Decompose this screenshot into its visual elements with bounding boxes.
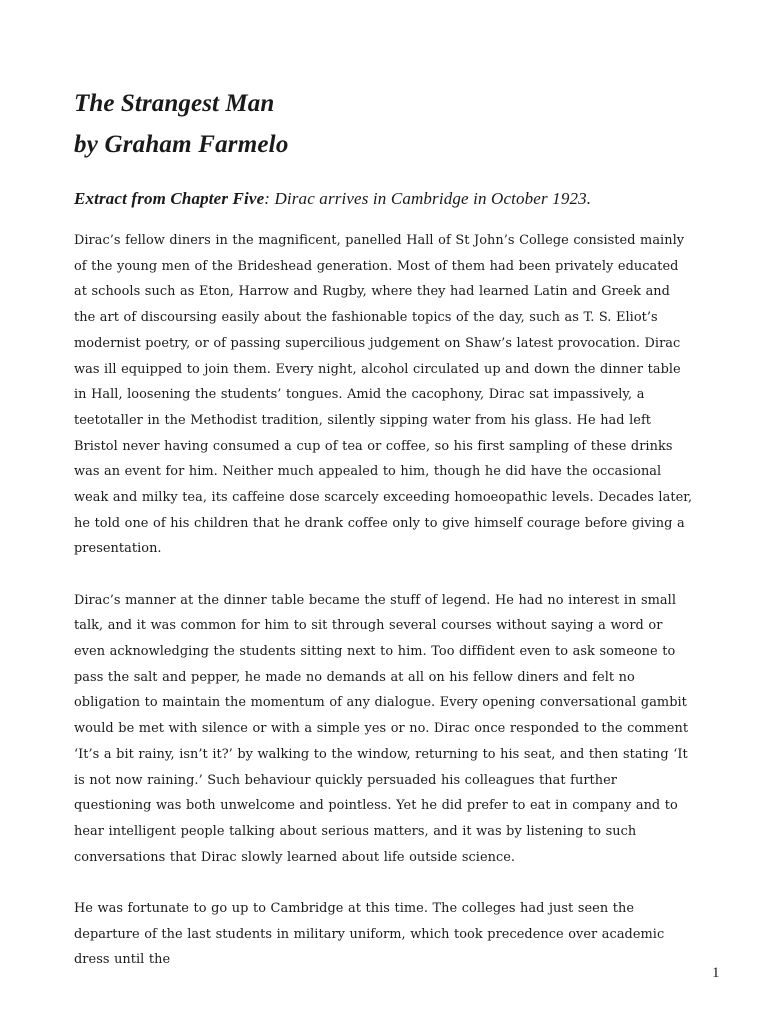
document-page [74,88,694,973]
body-paragraph-2: Dirac’s manner at the dinner table became the stuff of legend. He had no interest in small talk, and it was common for him to sit through several courses without saying a word or even acknowledging the students sitting next to him. Too diffident even to ask someone to pass the salt and pepper, he made no demands at all on his fellow diners and felt no obligation to maintain the momentum of any dialogue. Every opening conversational gambit would be met with silence or with a simple yes or no. Dirac once responded to the comment ‘It’s a bit rainy, isn’t it?’ by walking to the window, returning to his seat, and then stating ‘It is not now raining.’ Such behaviour quickly persuaded his colleagues that further questioning was both unwelcome and pointless. Yet he did prefer to eat in company and to hear intelligent people talking about serious matters, and it was by listening to such conversations that Dirac slowly learned about life outside science. [74,592,689,865]
extract-description: : Dirac arrives in Cambridge in October 1923. [264,189,592,208]
body-paragraph-1: Dirac’s fellow diners in the magnificent, panelled Hall of St John’s College consisted mainly of the young men of the Brideshead generation. Most of them had been privately educated at schools such as Eton, Harrow and Rugby, where they had learned Latin and Greek and the art of discoursing easily about the fashionable topics of the day, such as T. S. Eliot’s modernist poetry, or of passing supercilious judgement on Shaw’s latest provocation. Dirac was ill equipped to join them. Every night, alcohol circulated up and down the dinner table in Hall, loosening the students’ tongues. Amid the cacophony, Dirac sat impassively, a teetotaller in the Methodist tradition, silently sipping water from his glass. He had left Bristol never having consumed a cup of tea or coffee, so his first sampling of these drinks was an event for him. Neither much appealed to him, though he did have the occasional weak and milky tea, its caffeine dose scarcely exceeding homoeopathic levels. Decades later, he told one of his children that he drank coffee only to give himself courage before giving a presentation. [74,233,693,557]
extract-heading [74,188,694,210]
body-paragraph-3: He was fortunate to go up to Cambridge at this time. The colleges had just seen the departure of the last students in military uniform, which took precedence over academic dress until the [74,900,665,968]
page-number: 1 [712,965,720,981]
book-title: The Strangest Man [74,90,275,117]
author-line: by Graham Farmelo [74,131,289,158]
extract-label: Extract from Chapter Five [74,189,265,208]
